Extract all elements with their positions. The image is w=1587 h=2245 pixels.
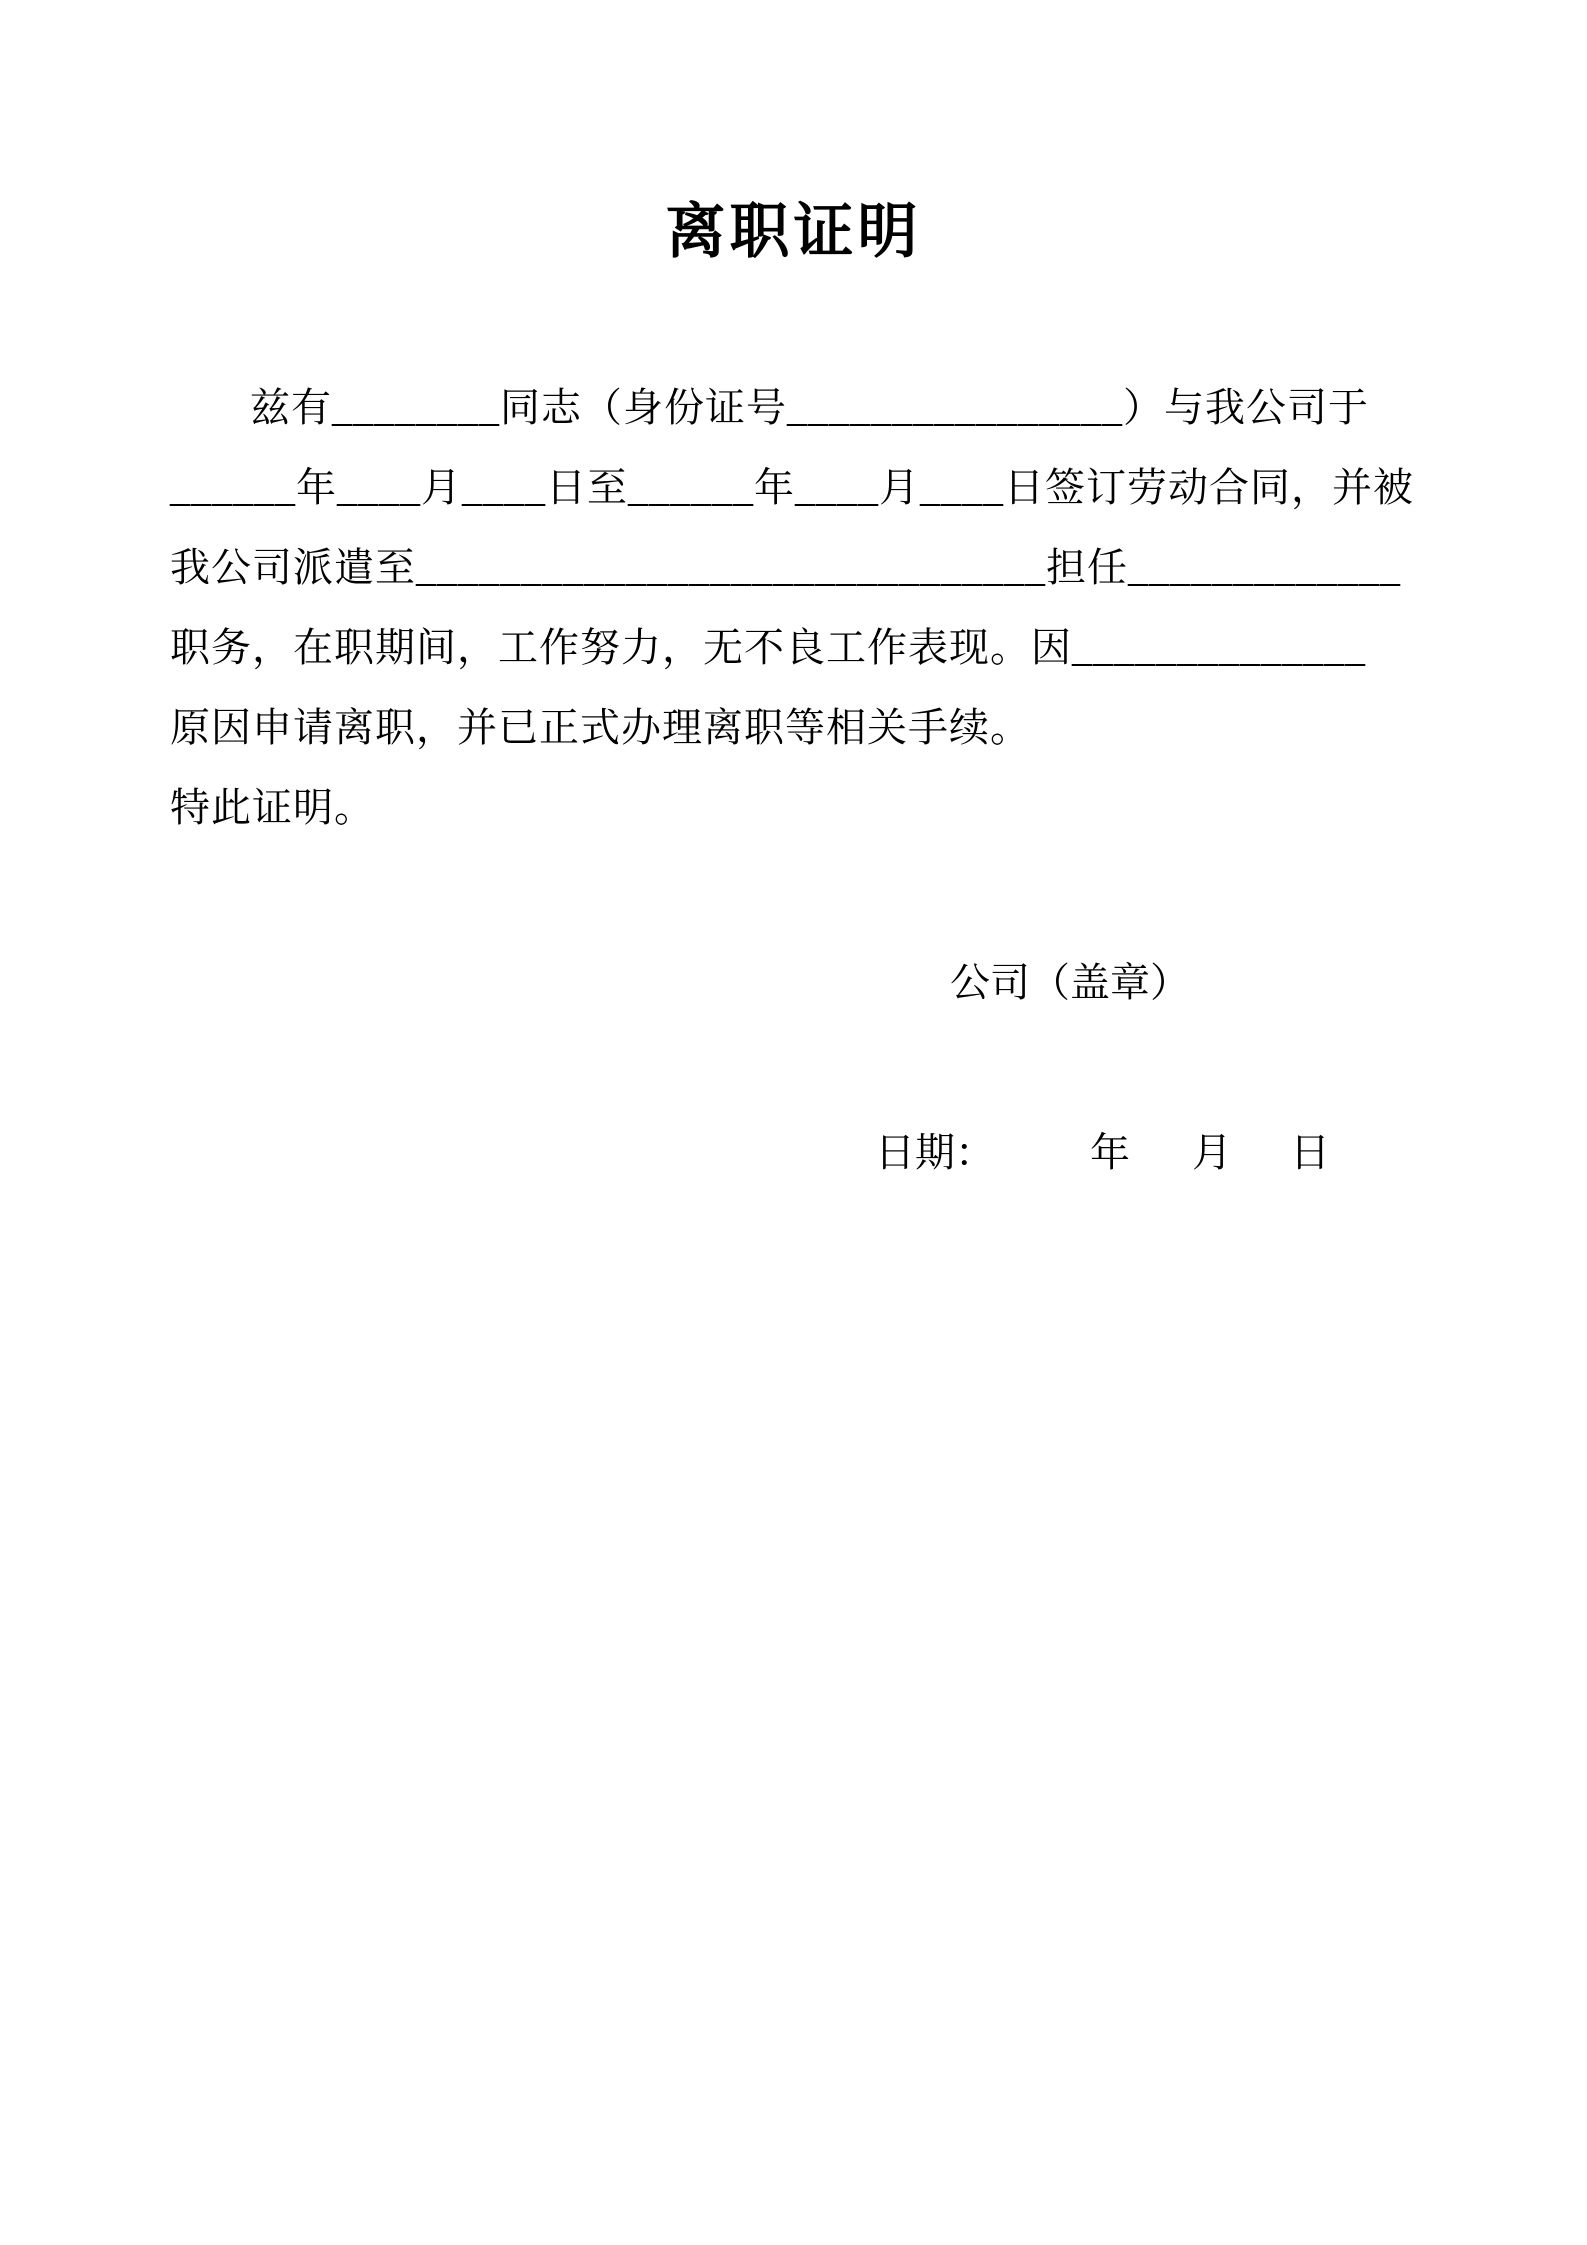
body-line-intro-name-id: 兹有________同志（身份证号________________）与我公司于 [250,385,1369,430]
page-title: 离职证明 [665,198,922,265]
date-day-label: 日 [1290,1130,1330,1175]
body-line-dispatch-position: 我公司派遣至______________________________担任_____________ [170,545,1401,590]
date-month-label: 月 [1192,1130,1232,1175]
body-line-performance-reason: 职务，在职期间，工作努力，无不良工作表现。因______________ [170,625,1366,670]
date-year-label: 年 [1090,1130,1130,1175]
company-seal-label: 公司（盖章） [950,960,1190,1005]
date-line [875,1113,1587,1193]
body-line-resignation-processed: 原因申请离职，并已正式办理离职等相关手续。 [170,705,1031,750]
body-line-contract-dates: ______年____月____日至______年____月____日签订劳动合同，并被 [170,465,1414,510]
date-label: 日期： [875,1130,995,1175]
body-line-hereby-certify: 特此证明。 [170,785,375,830]
document-body [170,368,1414,848]
